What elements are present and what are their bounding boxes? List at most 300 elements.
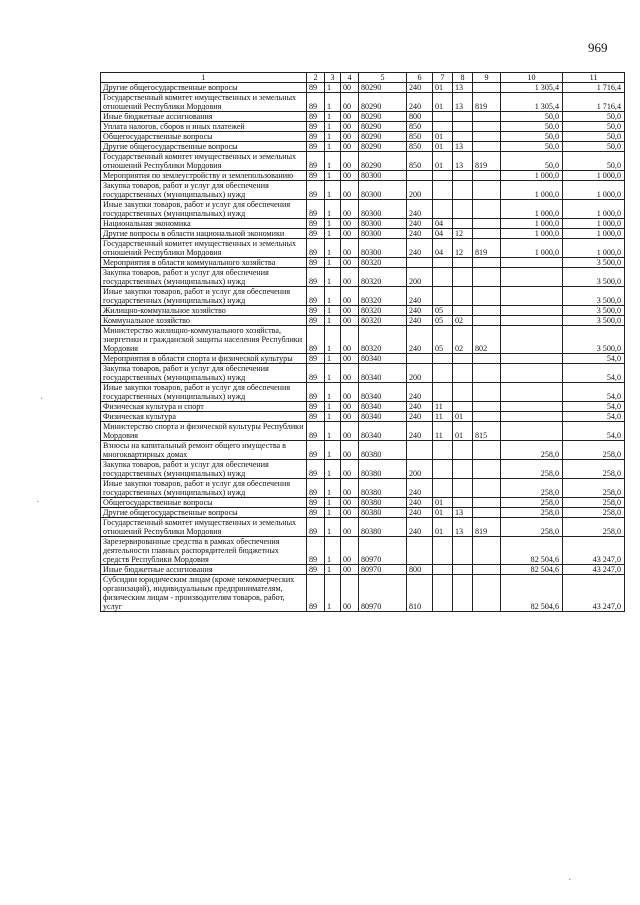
row-code-cell: 04 bbox=[433, 239, 453, 258]
row-name-cell: Общегосударственные вопросы bbox=[101, 132, 307, 142]
row-code-cell: 1 bbox=[325, 422, 341, 441]
row-name-cell: Физическая культура и спорт bbox=[101, 402, 307, 412]
row-code-cell: 80300 bbox=[359, 200, 407, 219]
row-amount-cell bbox=[501, 354, 563, 364]
row-amount-cell: 3 500,0 bbox=[563, 316, 625, 326]
row-code-cell: 1 bbox=[325, 122, 341, 132]
row-name-cell: Закупка товаров, работ и услуг для обеспечения государственных (муниципальных) нужд bbox=[101, 268, 307, 287]
row-code-cell bbox=[433, 200, 453, 219]
row-code-cell bbox=[473, 441, 501, 460]
header-cell: 10 bbox=[501, 73, 563, 83]
row-code-cell: 00 bbox=[341, 142, 359, 152]
row-name-cell: Закупка товаров, работ и услуг для обеспечения государственных (муниципальных) нужд bbox=[101, 364, 307, 383]
row-amount-cell: 258,0 bbox=[501, 498, 563, 508]
row-code-cell: 00 bbox=[341, 122, 359, 132]
row-code-cell: 00 bbox=[341, 306, 359, 316]
row-code-cell bbox=[473, 219, 501, 229]
table-row bbox=[101, 326, 625, 354]
row-code-cell bbox=[473, 171, 501, 181]
row-amount-cell: 1 000,0 bbox=[501, 200, 563, 219]
row-code-cell: 89 bbox=[307, 83, 325, 93]
row-amount-cell bbox=[501, 287, 563, 306]
row-code-cell: 240 bbox=[407, 239, 433, 258]
row-code-cell: 1 bbox=[325, 239, 341, 258]
table-header-row bbox=[101, 73, 625, 83]
row-code-cell: 00 bbox=[341, 112, 359, 122]
row-amount-cell: 1 000,0 bbox=[501, 181, 563, 200]
row-code-cell: 00 bbox=[341, 316, 359, 326]
scan-mark: · bbox=[568, 875, 572, 886]
table-row bbox=[101, 229, 625, 239]
row-code-cell: 819 bbox=[473, 518, 501, 537]
row-code-cell bbox=[473, 460, 501, 479]
row-code-cell bbox=[453, 383, 473, 402]
table-row bbox=[101, 287, 625, 306]
row-code-cell: 80300 bbox=[359, 239, 407, 258]
table-row bbox=[101, 152, 625, 171]
row-code-cell: 80320 bbox=[359, 268, 407, 287]
row-code-cell bbox=[433, 354, 453, 364]
row-code-cell: 815 bbox=[473, 422, 501, 441]
row-code-cell bbox=[473, 565, 501, 575]
row-code-cell bbox=[453, 460, 473, 479]
row-code-cell: 1 bbox=[325, 460, 341, 479]
row-code-cell: 01 bbox=[433, 142, 453, 152]
row-code-cell bbox=[433, 181, 453, 200]
table-row bbox=[101, 565, 625, 575]
row-code-cell: 89 bbox=[307, 142, 325, 152]
row-code-cell: 05 bbox=[433, 306, 453, 316]
row-code-cell: 00 bbox=[341, 364, 359, 383]
row-code-cell: 02 bbox=[453, 316, 473, 326]
row-amount-cell: 82 504,6 bbox=[501, 575, 563, 612]
row-amount-cell: 1 305,4 bbox=[501, 83, 563, 93]
row-code-cell: 00 bbox=[341, 268, 359, 287]
row-code-cell: 850 bbox=[407, 142, 433, 152]
row-code-cell: 12 bbox=[453, 229, 473, 239]
header-cell: 1 bbox=[101, 73, 307, 83]
row-code-cell: 240 bbox=[407, 402, 433, 412]
row-name-cell: Государственный комитет имущественных и земельных отношений Республики Мордовия bbox=[101, 93, 307, 112]
row-code-cell: 00 bbox=[341, 565, 359, 575]
row-name-cell: Государственный комитет имущественных и земельных отношений Республики Мордовия bbox=[101, 239, 307, 258]
row-code-cell bbox=[453, 219, 473, 229]
row-code-cell bbox=[453, 287, 473, 306]
row-code-cell: 11 bbox=[433, 402, 453, 412]
row-code-cell: 12 bbox=[453, 239, 473, 258]
table-row bbox=[101, 239, 625, 258]
row-code-cell: 1 bbox=[325, 142, 341, 152]
row-name-cell: Другие общегосударственные вопросы bbox=[101, 508, 307, 518]
row-code-cell bbox=[473, 402, 501, 412]
row-code-cell: 1 bbox=[325, 479, 341, 498]
row-code-cell bbox=[407, 537, 433, 565]
row-code-cell: 200 bbox=[407, 268, 433, 287]
row-code-cell: 200 bbox=[407, 181, 433, 200]
row-code-cell: 1 bbox=[325, 268, 341, 287]
row-amount-cell: 50,0 bbox=[563, 152, 625, 171]
row-code-cell bbox=[433, 537, 453, 565]
row-code-cell: 89 bbox=[307, 306, 325, 316]
row-code-cell: 00 bbox=[341, 422, 359, 441]
row-code-cell: 1 bbox=[325, 258, 341, 268]
row-code-cell: 200 bbox=[407, 364, 433, 383]
row-amount-cell: 258,0 bbox=[563, 508, 625, 518]
row-code-cell: 89 bbox=[307, 181, 325, 200]
row-code-cell: 89 bbox=[307, 112, 325, 122]
row-code-cell: 13 bbox=[453, 93, 473, 112]
row-code-cell: 1 bbox=[325, 383, 341, 402]
row-amount-cell: 1 000,0 bbox=[563, 229, 625, 239]
row-code-cell bbox=[473, 132, 501, 142]
row-code-cell: 1 bbox=[325, 132, 341, 142]
row-code-cell bbox=[453, 268, 473, 287]
row-code-cell: 240 bbox=[407, 422, 433, 441]
row-amount-cell: 258,0 bbox=[563, 479, 625, 498]
row-name-cell: Иные бюджетные ассигнования bbox=[101, 112, 307, 122]
table-row bbox=[101, 575, 625, 612]
row-code-cell bbox=[473, 229, 501, 239]
row-code-cell: 89 bbox=[307, 508, 325, 518]
row-code-cell: 00 bbox=[341, 498, 359, 508]
row-code-cell: 1 bbox=[325, 498, 341, 508]
row-code-cell: 89 bbox=[307, 268, 325, 287]
table-row bbox=[101, 132, 625, 142]
row-code-cell bbox=[453, 537, 473, 565]
row-code-cell: 13 bbox=[453, 142, 473, 152]
row-code-cell: 00 bbox=[341, 132, 359, 142]
row-code-cell: 89 bbox=[307, 171, 325, 181]
row-amount-cell: 258,0 bbox=[563, 441, 625, 460]
row-code-cell: 89 bbox=[307, 537, 325, 565]
row-code-cell: 1 bbox=[325, 287, 341, 306]
row-code-cell: 1 bbox=[325, 364, 341, 383]
row-code-cell bbox=[433, 383, 453, 402]
row-code-cell: 00 bbox=[341, 402, 359, 412]
table-row bbox=[101, 171, 625, 181]
row-code-cell bbox=[433, 479, 453, 498]
row-name-cell: Иные закупки товаров, работ и услуг для обеспечения государственных (муниципальных) нужд bbox=[101, 200, 307, 219]
row-code-cell: 80320 bbox=[359, 316, 407, 326]
row-code-cell: 13 bbox=[453, 152, 473, 171]
row-code-cell: 05 bbox=[433, 316, 453, 326]
row-code-cell: 00 bbox=[341, 441, 359, 460]
row-code-cell: 89 bbox=[307, 422, 325, 441]
row-code-cell: 1 bbox=[325, 83, 341, 93]
row-code-cell bbox=[407, 354, 433, 364]
row-amount-cell bbox=[501, 316, 563, 326]
row-code-cell: 00 bbox=[341, 83, 359, 93]
row-code-cell: 04 bbox=[433, 219, 453, 229]
row-code-cell bbox=[453, 498, 473, 508]
row-code-cell bbox=[407, 441, 433, 460]
row-amount-cell bbox=[501, 258, 563, 268]
row-code-cell: 240 bbox=[407, 93, 433, 112]
row-code-cell: 89 bbox=[307, 316, 325, 326]
table-row bbox=[101, 537, 625, 565]
row-code-cell bbox=[473, 122, 501, 132]
row-amount-cell: 54,0 bbox=[563, 364, 625, 383]
row-code-cell bbox=[453, 200, 473, 219]
row-code-cell bbox=[473, 112, 501, 122]
row-code-cell: 1 bbox=[325, 306, 341, 316]
row-amount-cell: 258,0 bbox=[501, 508, 563, 518]
row-amount-cell: 50,0 bbox=[563, 142, 625, 152]
row-code-cell: 850 bbox=[407, 122, 433, 132]
row-code-cell: 00 bbox=[341, 326, 359, 354]
row-code-cell: 89 bbox=[307, 518, 325, 537]
table-row bbox=[101, 200, 625, 219]
row-code-cell: 05 bbox=[433, 326, 453, 354]
row-code-cell: 13 bbox=[453, 508, 473, 518]
row-code-cell: 80340 bbox=[359, 402, 407, 412]
row-amount-cell bbox=[501, 412, 563, 422]
row-name-cell: Мероприятия в области спорта и физической культуры bbox=[101, 354, 307, 364]
row-code-cell: 80380 bbox=[359, 479, 407, 498]
table-row bbox=[101, 364, 625, 383]
row-code-cell: 80320 bbox=[359, 306, 407, 316]
row-name-cell: Коммунальное хозяйство bbox=[101, 316, 307, 326]
row-amount-cell: 3 500,0 bbox=[563, 258, 625, 268]
row-code-cell: 240 bbox=[407, 316, 433, 326]
row-code-cell: 80970 bbox=[359, 575, 407, 612]
row-code-cell: 00 bbox=[341, 219, 359, 229]
row-name-cell: Взносы на капитальный ремонт общего имущества в многоквартирных домах bbox=[101, 441, 307, 460]
header-cell: 7 bbox=[433, 73, 453, 83]
row-amount-cell bbox=[501, 326, 563, 354]
table-row bbox=[101, 412, 625, 422]
row-amount-cell: 1 716,4 bbox=[563, 83, 625, 93]
row-code-cell: 00 bbox=[341, 258, 359, 268]
row-code-cell: 00 bbox=[341, 479, 359, 498]
row-code-cell: 802 bbox=[473, 326, 501, 354]
row-amount-cell: 3 500,0 bbox=[563, 268, 625, 287]
row-code-cell bbox=[433, 364, 453, 383]
row-code-cell bbox=[453, 171, 473, 181]
row-code-cell bbox=[473, 364, 501, 383]
row-code-cell bbox=[473, 258, 501, 268]
row-amount-cell: 50,0 bbox=[563, 132, 625, 142]
row-code-cell bbox=[453, 441, 473, 460]
row-code-cell: 89 bbox=[307, 364, 325, 383]
row-code-cell bbox=[453, 306, 473, 316]
row-amount-cell: 1 000,0 bbox=[501, 229, 563, 239]
row-code-cell bbox=[473, 575, 501, 612]
row-amount-cell: 1 000,0 bbox=[501, 239, 563, 258]
header-cell: 3 bbox=[325, 73, 341, 83]
row-code-cell: 1 bbox=[325, 537, 341, 565]
row-code-cell: 240 bbox=[407, 518, 433, 537]
header-cell: 5 bbox=[359, 73, 407, 83]
row-code-cell: 240 bbox=[407, 383, 433, 402]
header-cell: 9 bbox=[473, 73, 501, 83]
row-code-cell: 850 bbox=[407, 132, 433, 142]
row-code-cell: 240 bbox=[407, 508, 433, 518]
row-name-cell: Другие вопросы в области национальной экономики bbox=[101, 229, 307, 239]
row-code-cell: 819 bbox=[473, 93, 501, 112]
row-code-cell: 80290 bbox=[359, 112, 407, 122]
row-code-cell: 80340 bbox=[359, 383, 407, 402]
row-name-cell: Государственный комитет имущественных и земельных отношений Республики Мордовия bbox=[101, 152, 307, 171]
table-row bbox=[101, 306, 625, 316]
row-name-cell: Закупка товаров, работ и услуг для обеспечения государственных (муниципальных) нужд bbox=[101, 460, 307, 479]
row-code-cell: 89 bbox=[307, 354, 325, 364]
row-code-cell: 01 bbox=[433, 83, 453, 93]
row-code-cell bbox=[473, 412, 501, 422]
row-code-cell: 89 bbox=[307, 575, 325, 612]
row-code-cell: 00 bbox=[341, 171, 359, 181]
row-amount-cell: 54,0 bbox=[563, 402, 625, 412]
row-code-cell: 240 bbox=[407, 287, 433, 306]
header-cell: 4 bbox=[341, 73, 359, 83]
header-cell: 8 bbox=[453, 73, 473, 83]
row-code-cell bbox=[453, 402, 473, 412]
scan-mark: · bbox=[36, 497, 40, 508]
budget-table bbox=[100, 72, 625, 612]
row-code-cell: 240 bbox=[407, 498, 433, 508]
row-code-cell: 80320 bbox=[359, 326, 407, 354]
row-code-cell bbox=[407, 258, 433, 268]
row-code-cell: 810 bbox=[407, 575, 433, 612]
row-code-cell: 240 bbox=[407, 219, 433, 229]
row-code-cell: 80380 bbox=[359, 508, 407, 518]
row-code-cell: 89 bbox=[307, 479, 325, 498]
row-name-cell: Министерство жилищно-коммунального хозяйства, энергетики и гражданской защиты населения Республики Мордовия bbox=[101, 326, 307, 354]
row-name-cell: Иные закупки товаров, работ и услуг для обеспечения государственных (муниципальных) нужд bbox=[101, 479, 307, 498]
row-code-cell bbox=[433, 565, 453, 575]
row-code-cell: 240 bbox=[407, 229, 433, 239]
row-code-cell: 89 bbox=[307, 383, 325, 402]
row-code-cell bbox=[473, 268, 501, 287]
row-amount-cell bbox=[501, 364, 563, 383]
row-code-cell: 00 bbox=[341, 412, 359, 422]
row-amount-cell: 50,0 bbox=[563, 122, 625, 132]
row-code-cell: 80320 bbox=[359, 258, 407, 268]
row-amount-cell: 258,0 bbox=[563, 460, 625, 479]
row-amount-cell: 50,0 bbox=[501, 122, 563, 132]
row-code-cell bbox=[473, 354, 501, 364]
row-name-cell: Мероприятия в области коммунального хозяйства bbox=[101, 258, 307, 268]
row-amount-cell: 54,0 bbox=[563, 422, 625, 441]
row-code-cell: 89 bbox=[307, 229, 325, 239]
row-amount-cell: 43 247,0 bbox=[563, 575, 625, 612]
row-code-cell: 80300 bbox=[359, 181, 407, 200]
row-code-cell: 80300 bbox=[359, 219, 407, 229]
row-code-cell: 1 bbox=[325, 575, 341, 612]
row-name-cell: Иные закупки товаров, работ и услуг для обеспечения государственных (муниципальных) нужд bbox=[101, 287, 307, 306]
row-code-cell bbox=[473, 508, 501, 518]
row-code-cell: 80300 bbox=[359, 229, 407, 239]
row-code-cell: 89 bbox=[307, 460, 325, 479]
header-cell: 6 bbox=[407, 73, 433, 83]
row-code-cell: 89 bbox=[307, 200, 325, 219]
row-amount-cell bbox=[501, 306, 563, 316]
row-code-cell: 89 bbox=[307, 122, 325, 132]
table-row bbox=[101, 354, 625, 364]
row-code-cell: 1 bbox=[325, 152, 341, 171]
row-code-cell bbox=[453, 364, 473, 383]
row-code-cell: 11 bbox=[433, 412, 453, 422]
row-code-cell: 850 bbox=[407, 152, 433, 171]
row-code-cell: 00 bbox=[341, 93, 359, 112]
row-code-cell: 1 bbox=[325, 93, 341, 112]
row-code-cell: 01 bbox=[433, 498, 453, 508]
table-row bbox=[101, 112, 625, 122]
row-code-cell: 00 bbox=[341, 460, 359, 479]
row-code-cell: 00 bbox=[341, 200, 359, 219]
row-code-cell bbox=[407, 171, 433, 181]
row-code-cell: 00 bbox=[341, 518, 359, 537]
row-code-cell bbox=[473, 142, 501, 152]
table-row bbox=[101, 498, 625, 508]
row-amount-cell: 50,0 bbox=[563, 112, 625, 122]
row-amount-cell: 258,0 bbox=[563, 518, 625, 537]
row-name-cell: Субсидии юридическим лицам (кроме некоммерческих организаций), индивидуальным предпринимателям, физическим лицам - производителям товаров, работ, услуг bbox=[101, 575, 307, 612]
row-code-cell: 240 bbox=[407, 326, 433, 354]
row-code-cell: 240 bbox=[407, 479, 433, 498]
row-code-cell: 80300 bbox=[359, 171, 407, 181]
row-code-cell: 1 bbox=[325, 412, 341, 422]
row-code-cell bbox=[473, 537, 501, 565]
row-code-cell bbox=[433, 441, 453, 460]
row-name-cell: Министерство спорта и физической культуры Республики Мордовия bbox=[101, 422, 307, 441]
row-amount-cell: 54,0 bbox=[563, 383, 625, 402]
row-code-cell: 02 bbox=[453, 326, 473, 354]
table-row bbox=[101, 93, 625, 112]
row-code-cell: 89 bbox=[307, 219, 325, 229]
row-name-cell: Мероприятия по землеустройству и землепользованию bbox=[101, 171, 307, 181]
row-code-cell bbox=[473, 383, 501, 402]
row-name-cell: Другие общегосударственные вопросы bbox=[101, 83, 307, 93]
row-code-cell: 89 bbox=[307, 498, 325, 508]
row-amount-cell: 50,0 bbox=[501, 152, 563, 171]
row-code-cell bbox=[473, 287, 501, 306]
row-amount-cell: 50,0 bbox=[501, 142, 563, 152]
row-amount-cell bbox=[501, 402, 563, 412]
row-code-cell: 01 bbox=[433, 508, 453, 518]
row-code-cell bbox=[433, 122, 453, 132]
row-amount-cell: 258,0 bbox=[501, 479, 563, 498]
row-code-cell: 80290 bbox=[359, 122, 407, 132]
row-code-cell: 1 bbox=[325, 441, 341, 460]
row-code-cell: 1 bbox=[325, 354, 341, 364]
table-row bbox=[101, 518, 625, 537]
row-amount-cell: 1 000,0 bbox=[563, 239, 625, 258]
row-code-cell: 89 bbox=[307, 565, 325, 575]
row-code-cell: 819 bbox=[473, 239, 501, 258]
row-amount-cell: 50,0 bbox=[501, 132, 563, 142]
table-row bbox=[101, 258, 625, 268]
row-code-cell bbox=[453, 132, 473, 142]
row-code-cell: 1 bbox=[325, 326, 341, 354]
row-code-cell bbox=[453, 354, 473, 364]
row-code-cell: 240 bbox=[407, 200, 433, 219]
row-code-cell: 01 bbox=[433, 152, 453, 171]
row-code-cell: 00 bbox=[341, 181, 359, 200]
row-amount-cell: 82 504,6 bbox=[501, 565, 563, 575]
row-code-cell: 00 bbox=[341, 537, 359, 565]
row-code-cell bbox=[453, 122, 473, 132]
row-amount-cell: 1 716,4 bbox=[563, 93, 625, 112]
row-amount-cell: 54,0 bbox=[563, 354, 625, 364]
row-code-cell: 11 bbox=[433, 422, 453, 441]
row-amount-cell: 258,0 bbox=[501, 518, 563, 537]
row-code-cell: 1 bbox=[325, 565, 341, 575]
row-code-cell bbox=[433, 575, 453, 612]
row-code-cell: 1 bbox=[325, 112, 341, 122]
row-code-cell: 240 bbox=[407, 306, 433, 316]
row-code-cell: 89 bbox=[307, 441, 325, 460]
